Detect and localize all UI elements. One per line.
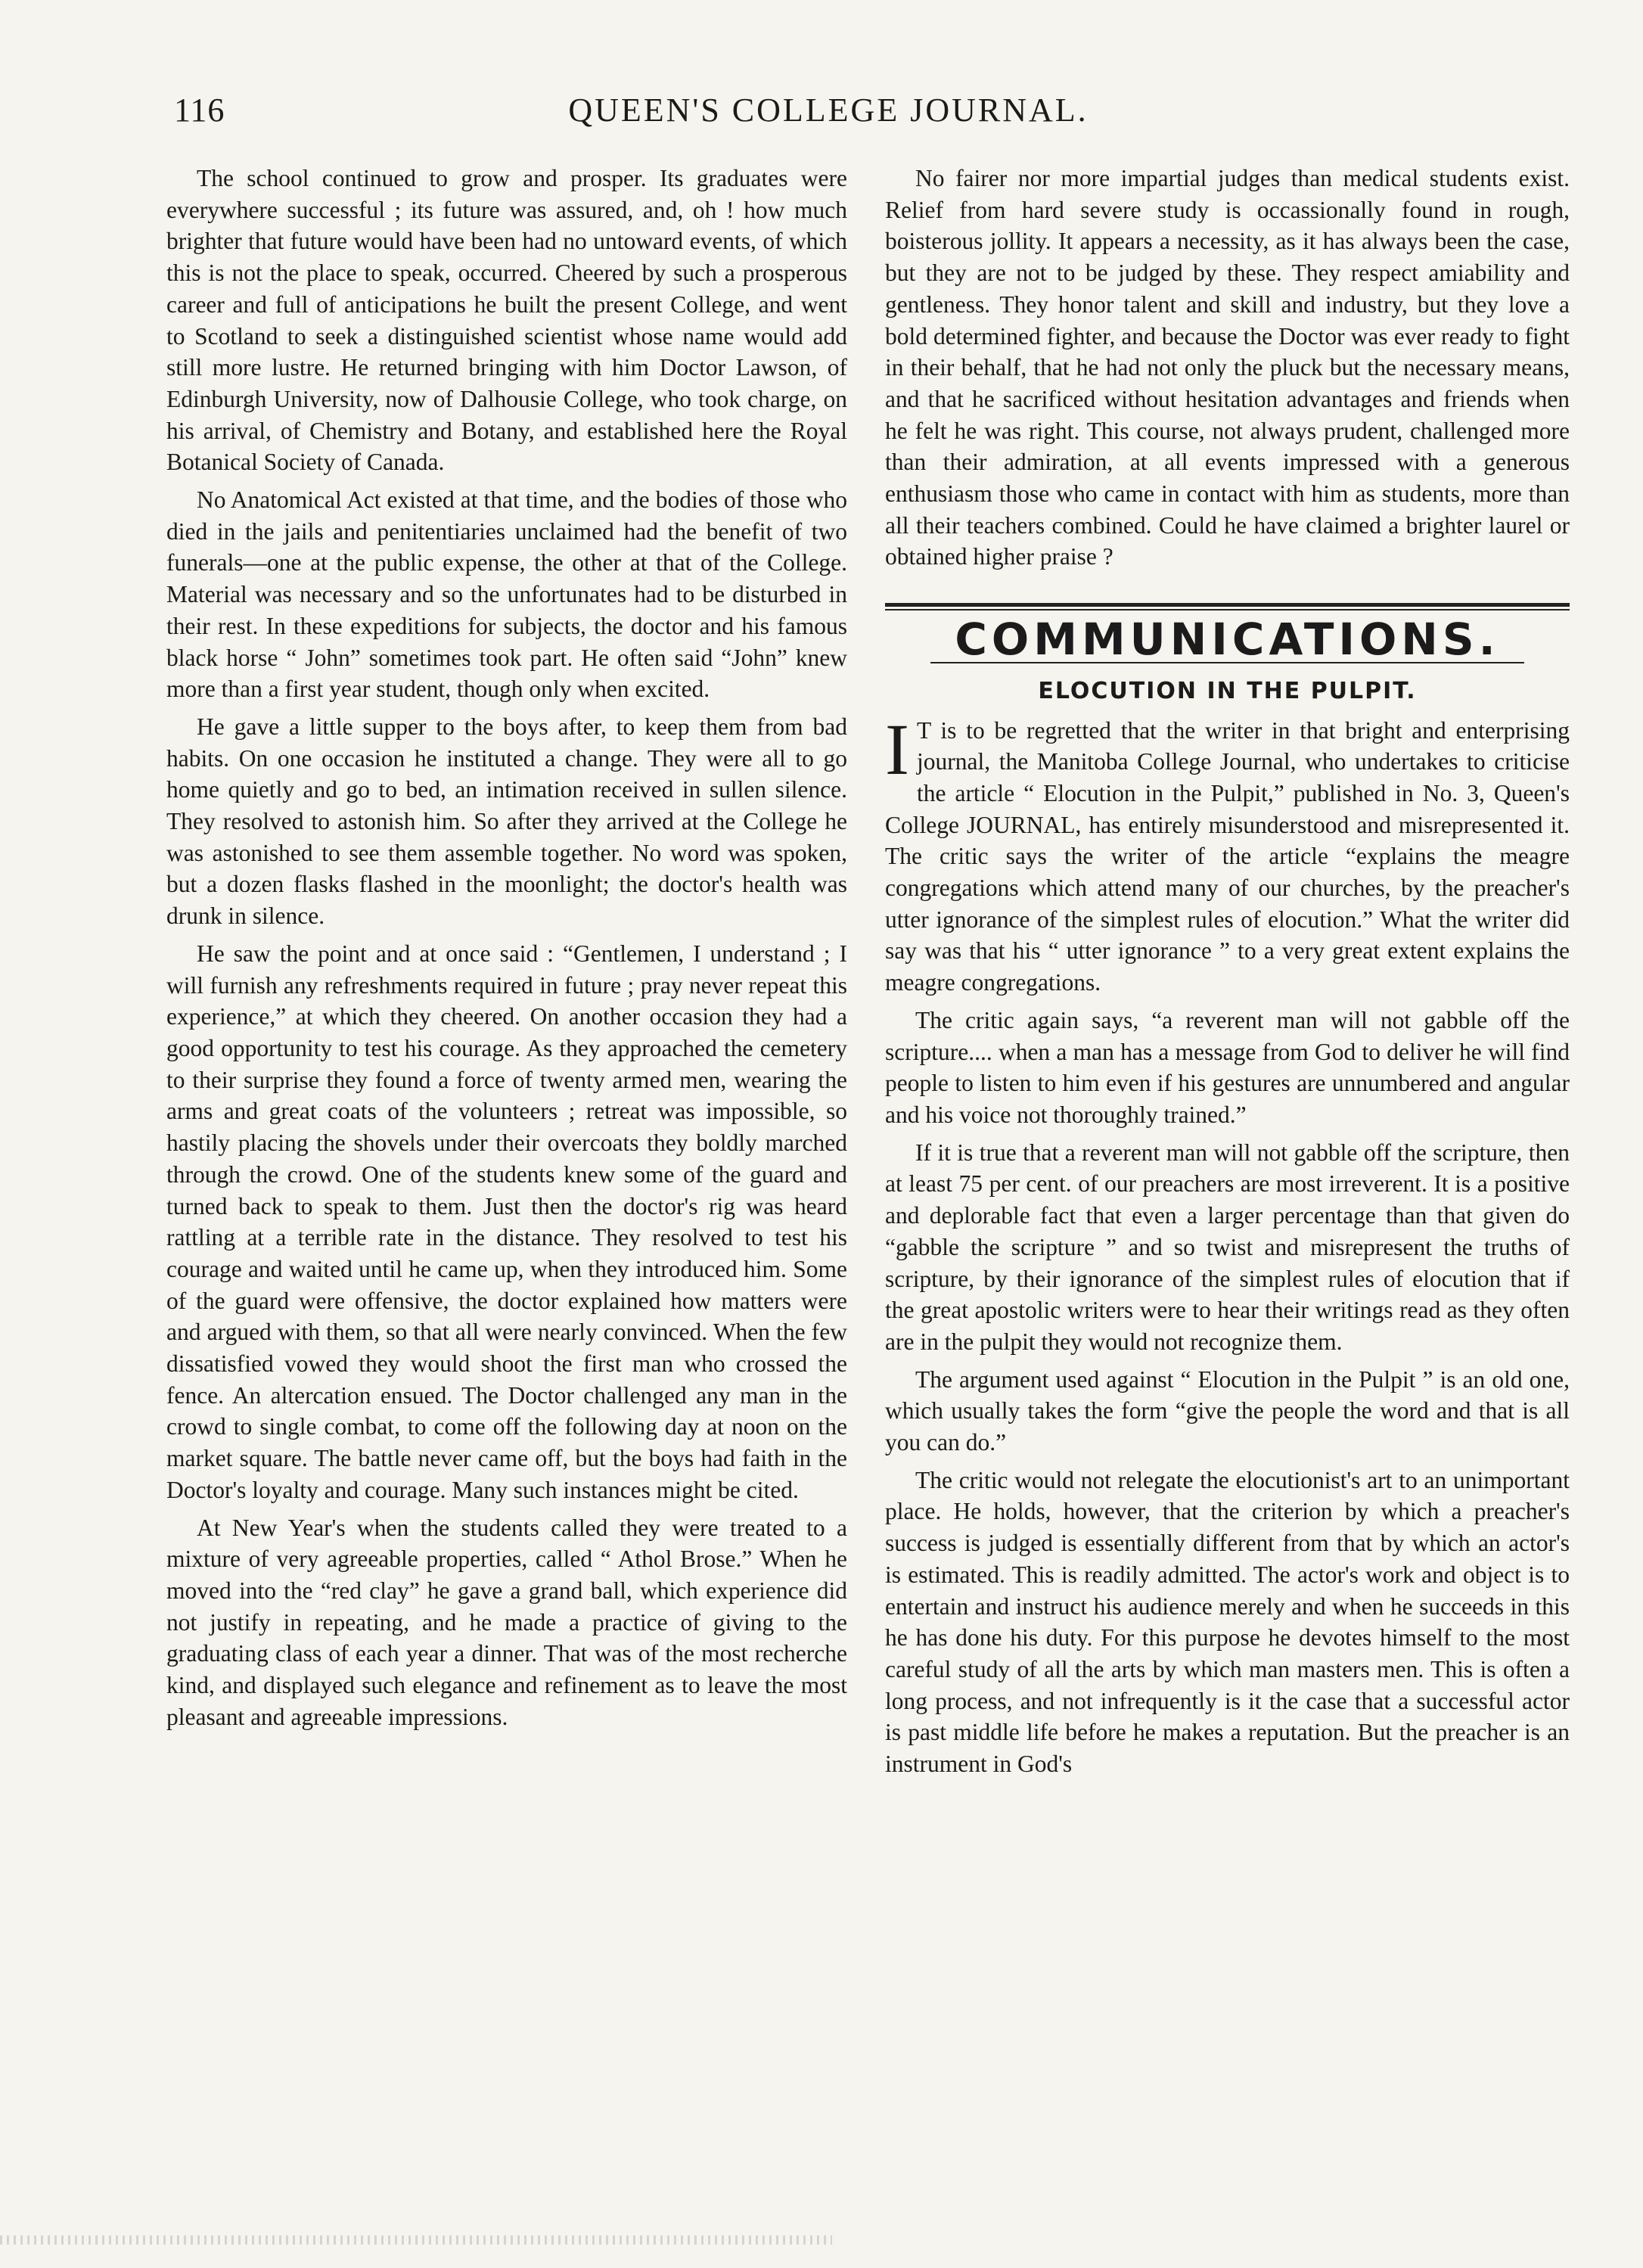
paragraph: If it is true that a reverent man will not gabble off the scripture, then at least 75 per cent. of our preachers are most irreverent. It is a positive and deplorable fact that even a larger percentage than that given do “gabble the scripture ” and so twist and misrepresent the truths of scripture, by their ignorance of the simplest rules of elocution that if the great apostolic writers were to hear their writings read as they often are in the pulpit they would not recognize them. bbox=[885, 1139, 1570, 1355]
page-number: 116 bbox=[174, 92, 225, 129]
paragraph: No Anatomical Act existed at that time, and the bodies of those who died in the jails and penitentiaries unclaimed had the benefit of two funerals—one at the public expense, the other at that of the College. Material was necessary and so the unfortunates had to be disturbed in their rest. In these expeditions for subjects, the doctor and his famous black horse “ John” sometimes took part. He often said “John” knew more than a first year student, though only when excited. bbox=[166, 486, 847, 703]
paragraph: No fairer nor more impartial judges than medical students exist. Relief from hard severe study is occassionally found in rough, boisterous jollity. It appears a necessity, as it has always been the case, but they are not to be judged by these. They respect amiability and gentleness. They honor talent and skill and industry, but they love a bold determined fighter, and because the Doctor was ever ready to fight in their behalf, that he had not only the pluck but the necessary means, and that he sacrificed without hesitation advantages and friends when he felt he was right. This course, not always prudent, challenged more than their admiration, at all events impressed with a generous enthusiasm those who came in contact with him as students, more than all their teachers combined. Could he have claimed a brighter laurel or obtained higher praise ? bbox=[885, 165, 1570, 570]
paragraph: The critic again says, “a reverent man will not gabble off the scripture.... when a man has a message from God to deliver he will find people to listen to him even if his gestures are unnumbered and angular and his voice not thoroughly trained.” bbox=[885, 1006, 1570, 1128]
left-column bbox=[166, 163, 847, 1732]
first-paragraph-text: T is to be regretted that the writer in that bright and enterprising journal, the Manitoba College Journal, who undertakes to criticise the article “ Elocution in the Pulpit,” published in No. 3, Queen's College JOURNAL, has entirely misunderstood and misrepresented it. The critic says the writer of the article “explains the meagre congregations which attend many of our churches, by the preacher's utter ignorance of the simplest rules of elocution.” What the writer did say was that his “ utter ignorance ” to a very great extent explains the meagre congregations. bbox=[885, 716, 1570, 996]
paragraph: The argument used against “ Elocution in the Pulpit ” is an old one, which usually takes the form “give the people the word and that is all you can do.” bbox=[885, 1365, 1570, 1456]
paragraph: The critic would not relegate the elocutionist's art to an unimportant place. He holds, however, that the criterion by which a preacher's success is judged is essentially different from that by which an actor's is estimated. This is readily admitted. The actor's work and object is to entertain and instruct his audience merely and when he succeeds in this he has done his duty. For this purpose he devotes himself to the most careful study of all the arts by which man masters men. This is often a long process, and not infrequently is it the case that a successful actor is past middle life before he makes a reputation. But the preacher is an instrument in God's bbox=[885, 1466, 1570, 1778]
drop-cap: I bbox=[885, 708, 909, 790]
paragraph: He gave a little supper to the boys after, to keep them from bad habits. On one occasion he instituted a change. They were all to go home quietly and go to bed, an intimation received in sullen silence. They resolved to astonish him. So after they arrived at the College he was astonished to see them assemble together. No word was spoken, but a dozen flasks flashed in the moonlight; the doctor's health was drunk in silence. bbox=[166, 713, 847, 930]
article-title: ELOCUTION IN THE PULPIT. bbox=[1038, 677, 1417, 704]
journal-title: QUEEN'S COLLEGE JOURNAL. bbox=[568, 92, 1089, 129]
section-divider bbox=[885, 603, 1570, 610]
paragraph: At New Year's when the students called they were treated to a mixture of very agreeable properties, called “ Athol Brose.” When he moved into the “red clay” he gave a grand ball, which experience did not justify in repeating, and he made a practice of giving to the graduating class of each year a dinner. That was of the most recherche kind, and displayed such elegance and refinement as to leave the most pleasant and agreeable impressions. bbox=[166, 1514, 847, 1730]
right-column bbox=[885, 163, 1570, 1780]
scan-artifact bbox=[0, 2235, 832, 2245]
paragraph: He saw the point and at once said : “Gentlemen, I understand ; I will furnish any refreshments required in future ; pray never repeat this experience,” at which they cheered. On another occasion they had a good opportunity to test his courage. As they approached the cemetery to their surprise they found a force of twenty armed men, wearing the arms and great coats of the volunteers ; retreat was impossible, so hastily placing the shovels under their overcoats they boldly marched through the crowd. One of the students knew some of the guard and turned back to speak to them. Just then the doctor's rig was heard rattling at a terrible rate in the distance. They resolved to test his courage and waited until he came up, when they introduced him. Some of the guard were offensive, the doctor explained how matters were and argued with them, so that all were nearly convinced. When the few dissatisfied vowed they would shoot the first man who crossed the fence. An altercation ensued. The Doctor challenged any man in the crowd to single combat, to come off the following day at noon on the market square. The battle never came off, but the boys had faith in the Doctor's loyalty and courage. Many such instances might be cited. bbox=[166, 940, 847, 1503]
page-header bbox=[53, 91, 1558, 144]
paragraph: The school continued to grow and prosper. Its graduates were everywhere successful ; its future was assured, and, oh ! how much brighter that future would have been had no untoward events, of which this is not the place to speak, occurred. Cheered by such a prosperous career and full of anticipations he built the present College, and went to Scotland to seek a distinguished scientist whose name would add still more lustre. He returned bringing with him Doctor Lawson, of Edinburgh University, now of Dalhousie College, who took charge, on his arrival, of Chemistry and Botany, and established here the Royal Botanical Society of Canada. bbox=[166, 165, 847, 476]
section-title: COMMUNICATIONS. bbox=[955, 614, 1500, 666]
first-paragraph bbox=[885, 708, 1570, 999]
